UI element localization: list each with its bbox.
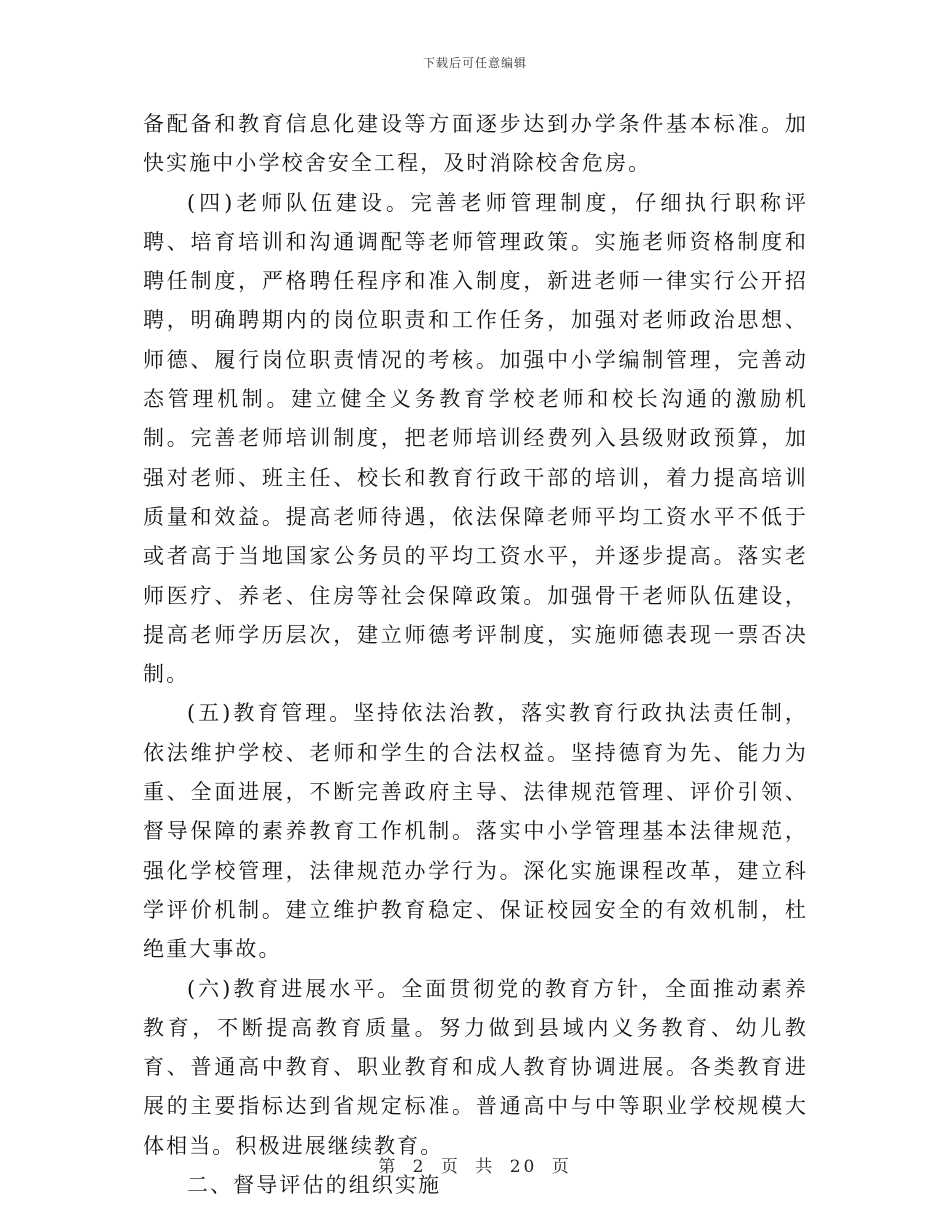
paragraph-education-level: (六)教育进展水平。全面贯彻党的教育方针，全面推动素养教育，不断提高教育质量。努力做到县域内义务教育、幼儿教育、普通高中教育、职业教育和成人教育协调进展。各类教育进展的主要指标达到省规定标准。普通高中与中等职业学校规模大体相当。积极进展继续教育。	[143, 976, 808, 1158]
paragraph-continuation: 备配备和教育信息化建设等方面逐步达到办学条件基本标准。加快实施中小学校舍安全工程，及时消除校舍危房。	[143, 112, 808, 176]
page-number-footer: 第 2 页 共 20 页	[378, 1157, 572, 1177]
header-note: 下载后可任意编辑	[422, 56, 527, 70]
document-body	[143, 105, 808, 1205]
paragraph-education-management: (五)教育管理。坚持依法治教，落实教育行政执法责任制，依法维护学校、老师和学生的合法权益。坚持德育为先、能力为重、全面进展，不断完善政府主导、法律规范管理、评价引领、督导保障的素养教育工作机制。落实中小学管理基本法律规范，强化学校管理，法律规范办学行为。深化实施课程改革，建立科学评价机制。建立维护教育稳定、保证校园安全的有效机制，杜绝重大事故。	[143, 701, 808, 962]
paragraph-teacher-team: (四)老师队伍建设。完善老师管理制度，仔细执行职称评聘、培育培训和沟通调配等老师管理政策。实施老师资格制度和聘任制度，严格聘任程序和准入制度，新进老师一律实行公开招聘，明确聘期内的岗位职责和工作任务，加强对老师政治思想、师德、履行岗位职责情况的考核。加强中小学编制管理，完善动态管理机制。建立健全义务教育学校老师和校长沟通的激励机制。完善老师培训制度，把老师培训经费列入县级财政预算，加强对老师、班主任、校长和教育行政干部的培训，着力提高培训质量和效益。提高老师待遇，依法保障老师平均工资水平不低于或者高于当地国家公务员的平均工资水平，并逐步提高。落实老师医疗、养老、住房等社会保障政策。加强骨干老师队伍建设，提高老师学历层次，建立师德考评制度，实施师德表现一票否决制。	[143, 190, 808, 687]
section-heading: 二、督导评估的组织实施	[187, 1173, 442, 1198]
